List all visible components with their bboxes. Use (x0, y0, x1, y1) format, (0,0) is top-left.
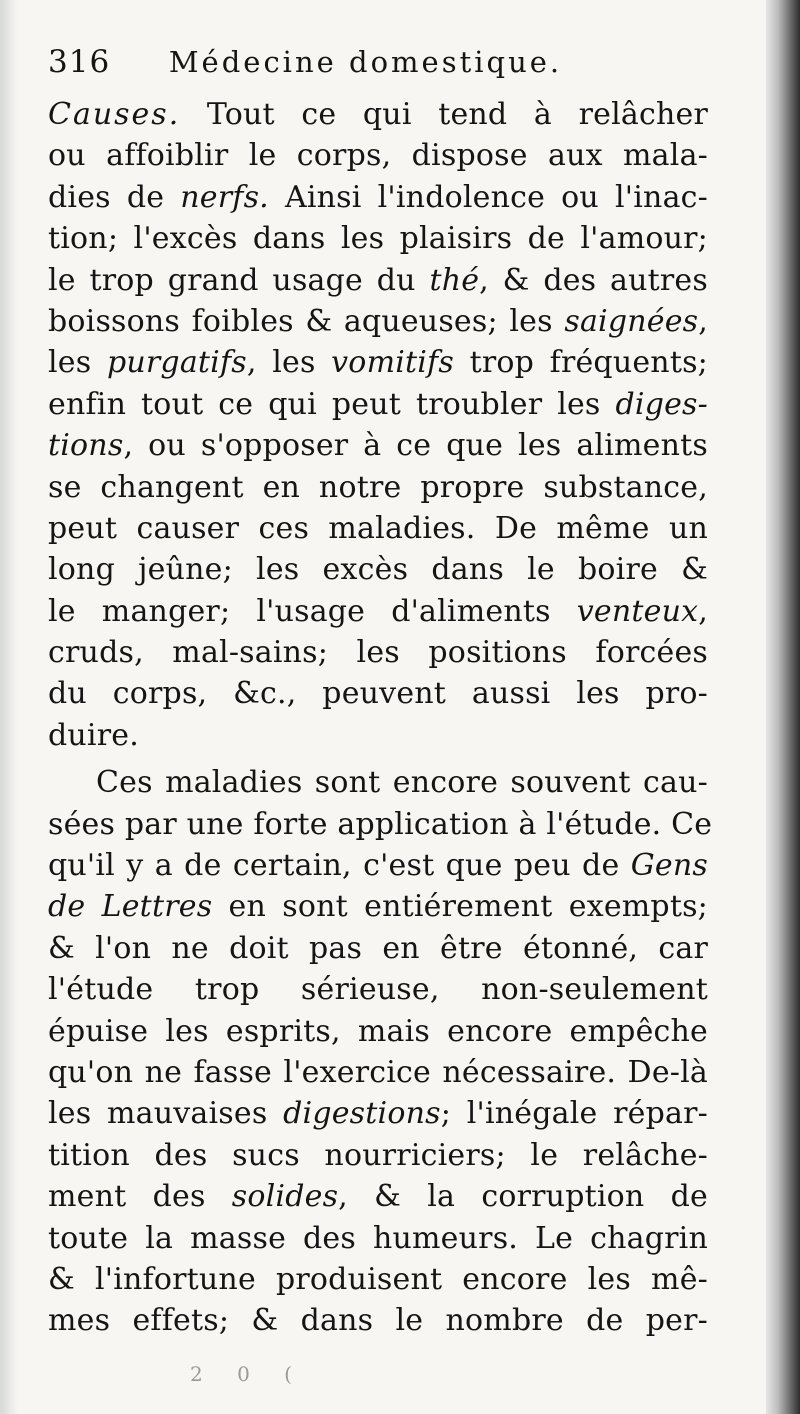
text-run: qu'on ne fasse l'exercice nécessaire. De-là (48, 1054, 708, 1090)
text-line (48, 632, 708, 673)
text-line (48, 301, 708, 342)
text-line (48, 342, 708, 383)
text-line (48, 673, 708, 714)
text-line (48, 1300, 708, 1341)
text-line (48, 1093, 708, 1134)
text-line (48, 762, 708, 803)
italic-text-run: Causes. (48, 97, 181, 132)
paragraph-causes (48, 94, 708, 756)
text-run: le trop grand usage du (48, 262, 430, 298)
text-run: tion; l'excès dans les plaisirs de l'amour; (48, 221, 708, 257)
text-run: trop fréquents; (453, 345, 708, 381)
text-run: sées par une forte application à l'étude. Ce (48, 806, 713, 842)
italic-text-run: Gens (630, 848, 708, 884)
footer-marks: 2 0 ( (190, 1362, 306, 1386)
text-run: se changent en notre propre substance, (48, 469, 708, 505)
page-number: 316 (48, 44, 111, 80)
text-run: ment des (48, 1179, 232, 1215)
text-line (48, 467, 708, 508)
running-head (48, 44, 708, 94)
text-line (48, 1218, 708, 1259)
text-line (48, 886, 708, 927)
text-line (48, 384, 708, 425)
text-line (48, 94, 708, 135)
text-line (48, 1259, 708, 1300)
text-line (48, 549, 708, 590)
italic-text-run: tions (48, 428, 124, 464)
text-run: long jeûne; les excès dans le boire & (48, 552, 708, 588)
text-run: épuise les esprits, mais encore empêche (48, 1013, 708, 1049)
text-run: Ces maladies sont encore souvent cau- (96, 765, 708, 801)
text-line (48, 928, 708, 969)
text-run: & l'on ne doit pas en être étonné, car (48, 930, 708, 966)
text-line (48, 804, 713, 845)
italic-text-run: venteux (576, 593, 699, 629)
text-line (48, 218, 708, 259)
binding-shadow (0, 0, 18, 1414)
text-run: l'étude trop sérieuse, non-seulement (48, 972, 708, 1008)
text-line (48, 1176, 708, 1217)
text-run: le manger; l'usage d'aliments (48, 593, 577, 629)
text-run: tition des sucs nourriciers; le relâche- (48, 1137, 708, 1173)
text-line (48, 845, 708, 886)
italic-text-run: nerfs. (180, 179, 269, 215)
text-run: , & la corruption de (338, 1179, 708, 1215)
text-line (48, 715, 708, 756)
text-run: toute la masse des humeurs. Le chagrin (48, 1220, 708, 1256)
text-line (48, 1011, 708, 1052)
italic-text-run: digestions (283, 1096, 441, 1132)
text-run: du corps, &c., peuvent aussi les pro- (48, 676, 708, 712)
text-run: , & des autres (479, 262, 708, 298)
text-line (48, 591, 708, 632)
running-title: Médecine domestique. (168, 45, 563, 79)
italic-text-run: de Lettres (48, 889, 213, 925)
text-line (48, 508, 708, 549)
text-line (48, 969, 708, 1010)
text-run: peut causer ces maladies. De même un (48, 510, 708, 546)
italic-text-run: solides (231, 1179, 339, 1215)
text-run: boissons foibles & aqueuses; les (48, 303, 565, 339)
text-run: ; l'inégale répar- (440, 1096, 708, 1132)
text-run: & l'infortune produisent encore les mê- (48, 1261, 708, 1297)
text-line (48, 135, 708, 176)
text-run: les (48, 345, 107, 381)
text-run: cruds, mal-sains; les positions forcées (48, 635, 708, 671)
italic-text-run: diges- (615, 386, 708, 422)
text-run: enfin tout ce qui peut troubler les (48, 386, 616, 422)
text-run: Ainsi l'indolence ou l'inac- (268, 179, 708, 215)
page-edge-shadow (766, 0, 800, 1414)
text-run: ou affoiblir le corps, dispose aux mala- (48, 138, 708, 174)
text-run: duire. (48, 717, 139, 753)
text-run: Tout ce qui tend à relâcher (180, 97, 708, 132)
text-block (48, 44, 713, 1342)
text-run: , (698, 303, 708, 339)
text-line (48, 260, 708, 301)
text-run: qu'il y a de certain, c'est que peu de (48, 848, 631, 884)
text-line (48, 177, 708, 218)
text-run: dies de (48, 179, 181, 215)
italic-text-run: vomitifs (331, 345, 454, 381)
text-run: en sont entiérement exempts; (212, 889, 708, 925)
italic-text-run: thé (429, 262, 480, 298)
text-run: , les (246, 345, 332, 381)
paragraph-study (48, 762, 713, 1341)
text-run: , ou s'opposer à ce que les aliments (123, 428, 708, 464)
italic-text-run: purgatifs (106, 345, 247, 381)
text-line (48, 1135, 708, 1176)
text-run: mes effets; & dans le nombre de per- (48, 1303, 708, 1339)
text-line (48, 425, 708, 466)
italic-text-run: saignées (564, 303, 699, 339)
text-line (48, 1052, 708, 1093)
text-run: , (698, 593, 708, 629)
text-run: les mauvaises (48, 1096, 284, 1132)
